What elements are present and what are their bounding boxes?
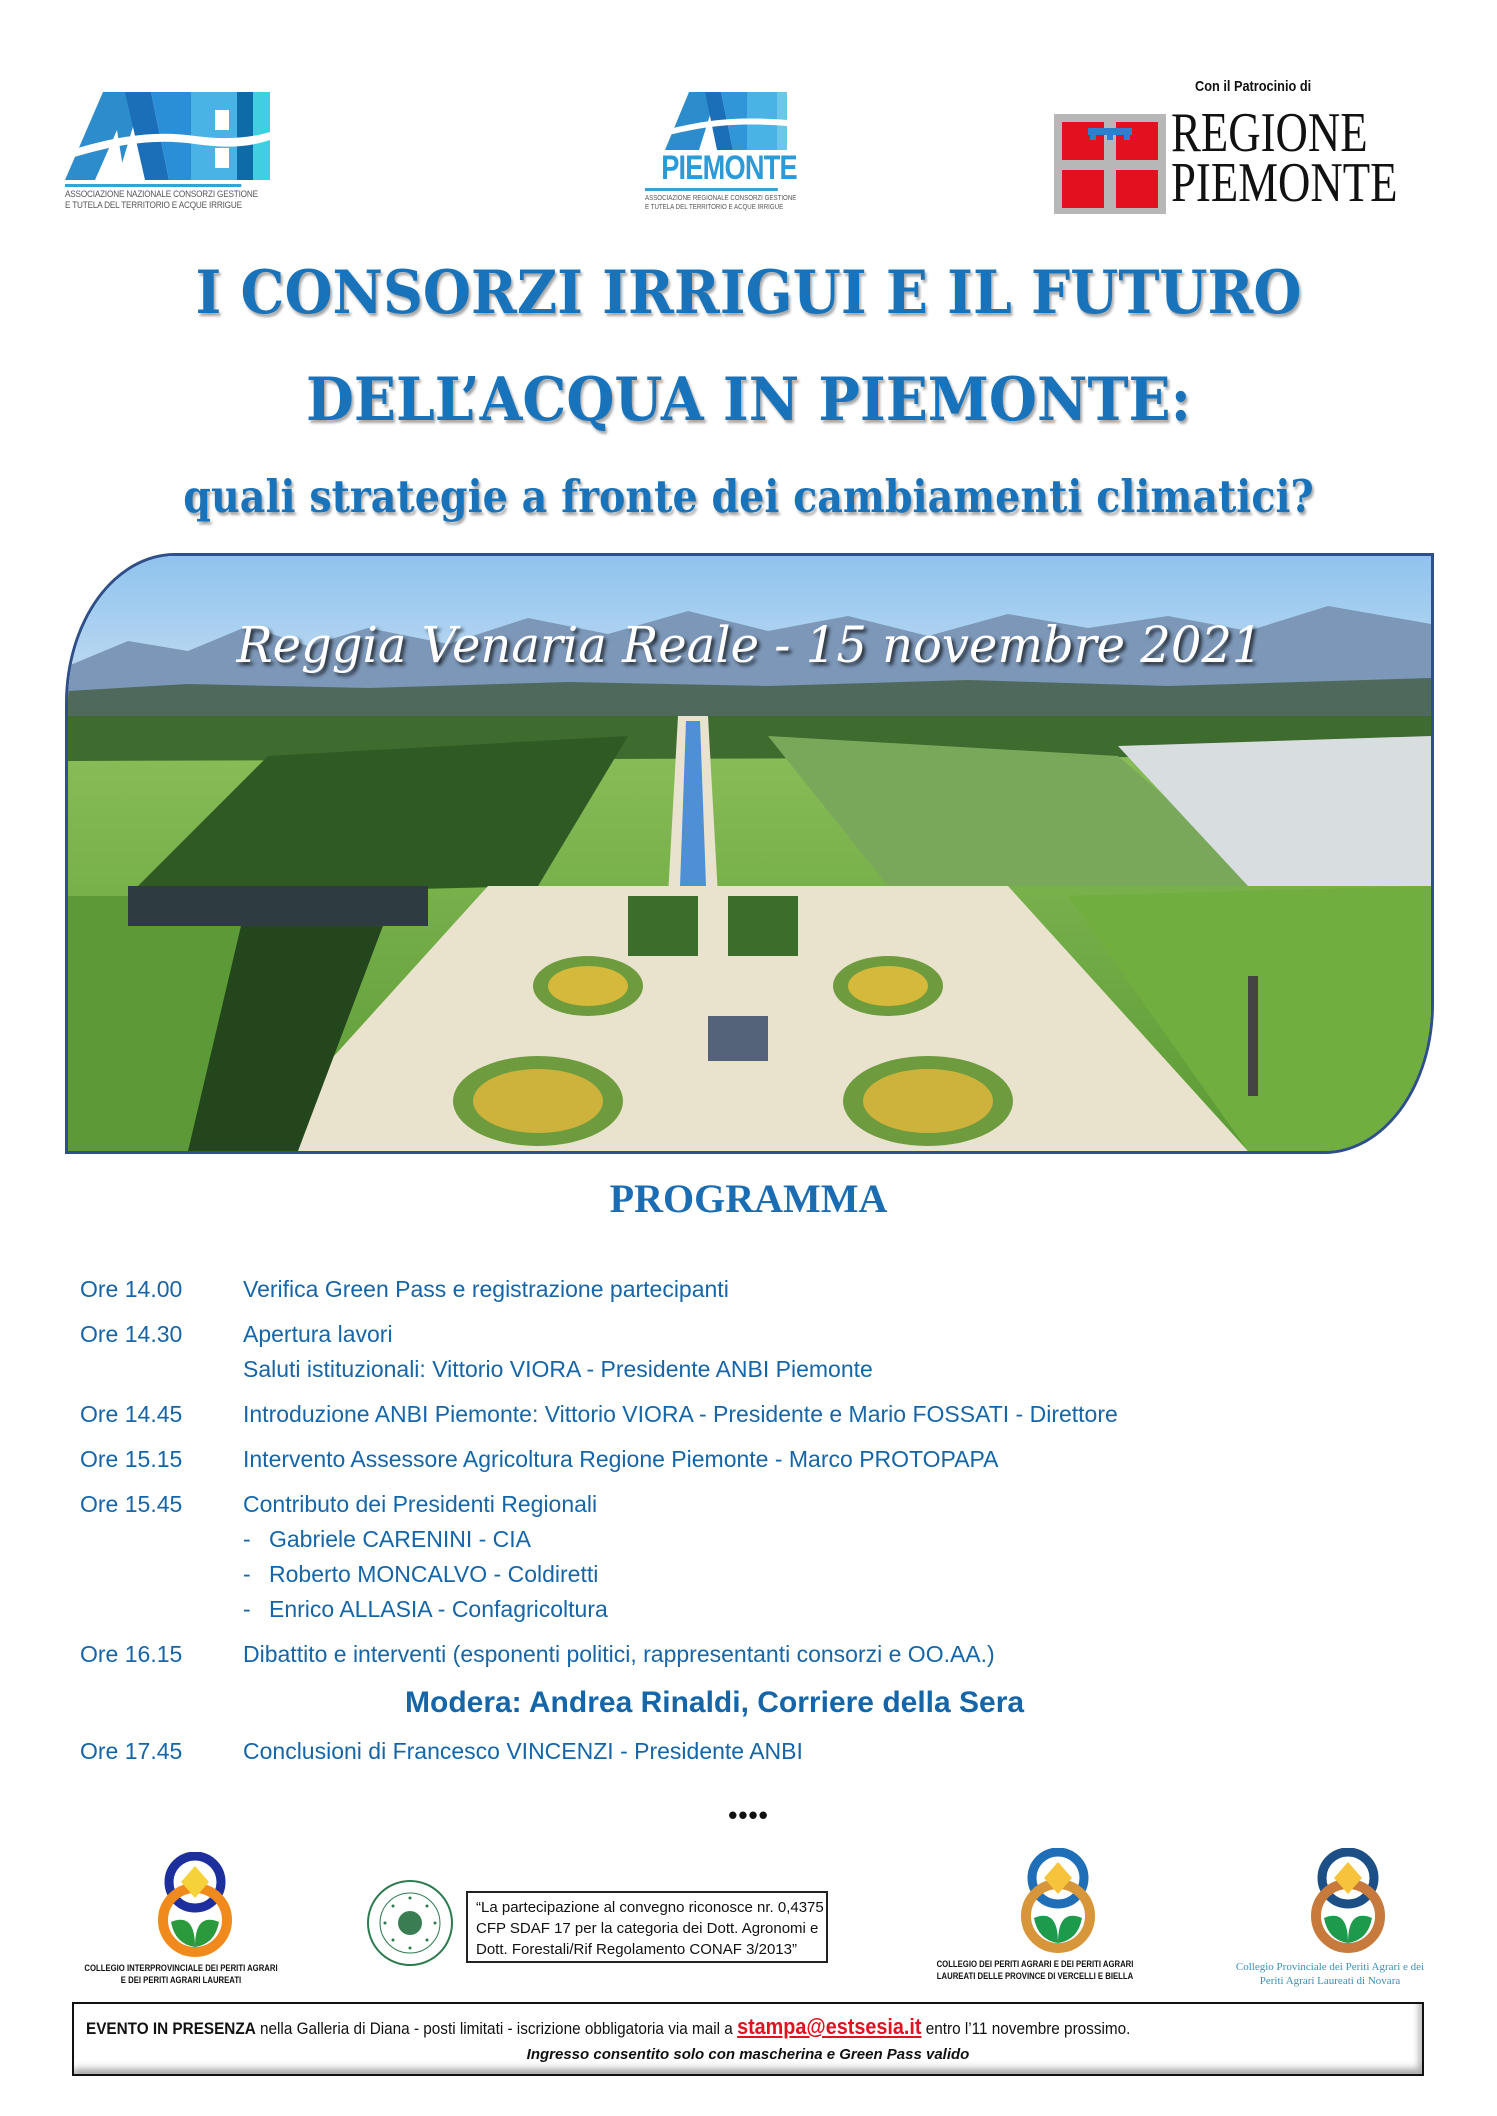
registration-email-link[interactable]: stampa@estsesia.it [737,2014,922,2039]
event-details: nella Galleria di Diana - posti limitati - iscrizione obbligatoria via mail a [255,2019,738,2038]
program-desc: Dibattito e interventi (esponenti politici, rappresentanti consorzi e OO.AA.) [243,1641,995,1667]
program-item [80,1637,1420,1672]
regione-text [1171,102,1398,214]
program-item [80,1442,1420,1477]
collegio-interprovinciale-logo [135,1852,255,1962]
photo-caption: Reggia Venaria Reale - 15 novembre 2021 [236,616,1263,674]
program-item [80,1317,1420,1387]
program-desc: Conclusioni di Francesco VINCENZI - Presidente ANBI [243,1738,803,1764]
program-heading: PROGRAMMA [609,1176,888,1221]
cfp-note-box [466,1891,828,1963]
program-list [80,1272,1420,1779]
program-time: Ore 16.15 [80,1641,183,1667]
program-time: Ore 17.45 [80,1738,183,1764]
program-desc: Saluti istituzionali: Vittorio VIORA - Presidente ANBI Piemonte [243,1356,873,1382]
program-item [80,1734,1420,1769]
anbi-logo-subtitle [65,184,258,211]
program-subitem [243,1522,1420,1557]
moderator: Modera: Andrea Rinaldi, Corriere della Sera [405,1686,1025,1719]
collegio-vercelli-logo [998,1848,1118,1958]
program-time: Ore 15.15 [80,1446,183,1472]
conaf-seal-icon [365,1878,455,1968]
collegio-vercelli-caption [923,1958,1147,1982]
collegio-emblem-icon [135,1852,255,1957]
speaker: Roberto MONCALVO - Coldiretti [269,1561,599,1587]
collegio-vercelli-emblem-icon [998,1848,1118,1953]
collegio-interprovinciale-caption [82,1962,280,1986]
program-subitem [243,1557,1420,1592]
cfp-line1: “La partecipazione al convegno riconosce nr. 0,4375 [476,1899,824,1916]
anbi-piemonte-word: PIEMONTE [661,149,797,187]
main-subtitle: quali strategie a fronte dei cambiamenti climatici? [183,470,1314,523]
cfp-line3: Dott. Forestali/Rif Regolamento CONAF 3/2013” [476,1941,797,1958]
caption-line1: COLLEGIO DEI PERITI AGRARI E DEI PERITI AGRARI [936,1959,1134,1969]
program-desc: Introduzione ANBI Piemonte: Vittorio VIORA - Presidente e Mario FOSSATI - Direttore [243,1401,1118,1427]
caption-line2: E DEI PERITI AGRARI LAUREATI [120,1975,242,1985]
collegio-novara-emblem-icon [1288,1848,1408,1953]
dash: - [243,1561,251,1587]
caption-line2: LAUREATI DELLE PROVINCE DI VERCELLI E BIELLA [936,1971,1134,1981]
anbi-piemonte-logo [645,90,807,215]
dash: - [243,1596,251,1622]
regione-line1: REGIONE [1171,102,1368,164]
event-info-box [72,2002,1424,2076]
program-desc: Verifica Green Pass e registrazione partecipanti [243,1276,729,1302]
program-time: Ore 14.00 [80,1276,183,1302]
program-item [80,1397,1420,1432]
program-time: Ore 14.30 [80,1321,183,1347]
anbi-logo [65,90,270,210]
conaf-seal [365,1878,455,1968]
speaker: Enrico ALLASIA - Confagricoltura [269,1596,608,1622]
program-desc: Contributo dei Presidenti Regionali [243,1491,598,1517]
anbi-piemonte-subtitle [645,188,797,211]
anbi-subtitle-line1: ASSOCIAZIONE NAZIONALE CONSORZI GESTIONE [65,189,258,200]
regione-line2: PIEMONTE [1171,152,1398,214]
program-time: Ore 15.45 [80,1491,183,1517]
event-mode: EVENTO IN PRESENZA [86,2019,256,2038]
regione-piemonte-logo [1054,102,1426,214]
caption-line1: COLLEGIO INTERPROVINCIALE DEI PERITI AGRARI [84,1963,278,1973]
program-item [80,1487,1420,1627]
regione-shield-icon [1054,114,1166,214]
collegio-novara-caption [1210,1960,1450,1988]
program-time: Ore 14.45 [80,1401,183,1427]
cfp-line2: CFP SDAF 17 per la categoria dei Dott. Agronomi e [476,1920,819,1937]
anbi-piemonte-subtitle-line2: E TUTELA DEL TERRITORIO E ACQUE IRRIGUE [645,202,784,211]
event-info-line [86,2014,1130,2040]
dash: - [243,1526,251,1552]
collegio-novara-logo [1288,1848,1408,1958]
venue-photo [65,553,1434,1154]
program-desc: Apertura lavori [243,1321,393,1347]
program-item [80,1272,1420,1307]
separator-dots: •••• [728,1800,769,1830]
anbi-logo-mark [65,90,270,182]
caption-line1: Collegio Provinciale dei Periti Agrari e dei [1235,1961,1425,1973]
registration-deadline: entro l’11 novembre prossimo. [921,2019,1131,2038]
anbi-piemonte-logo-mark [665,90,827,152]
anbi-piemonte-subtitle-line1: ASSOCIAZIONE REGIONALE CONSORZI GESTIONE [645,193,797,202]
main-title-line2: DELL’ACQUA IN PIEMONTE: [306,365,1191,435]
patronage-label: Con il Patrocinio di [1195,78,1312,95]
speaker: Gabriele CARENINI - CIA [269,1526,532,1552]
main-title-line1: I CONSORZI IRRIGUI E IL FUTURO [195,258,1302,328]
program-desc: Intervento Assessore Agricoltura Regione Piemonte - Marco PROTOPAPA [243,1446,999,1472]
caption-line2: Periti Agrari Laureati di Novara [1259,1975,1401,1987]
program-subitem [243,1592,1420,1627]
access-note: Ingresso consentito solo con mascherina e Green Pass valido [526,2046,970,2063]
anbi-subtitle-line2: E TUTELA DEL TERRITORIO E ACQUE IRRIGUE [65,200,242,211]
